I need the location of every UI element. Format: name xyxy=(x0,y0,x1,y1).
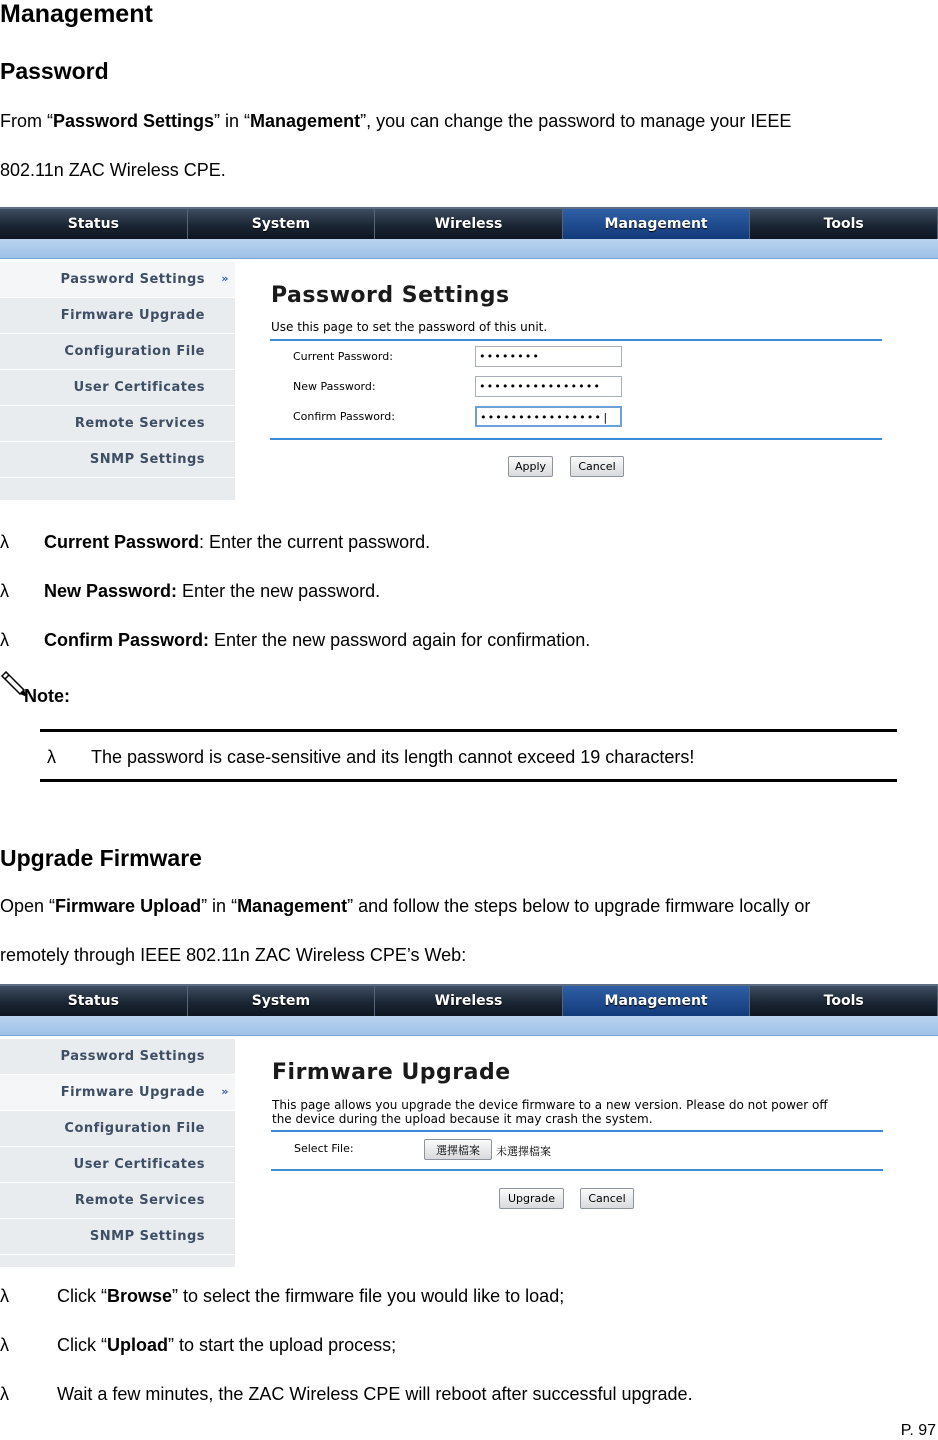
sidebar-item-snmp-settings[interactable] xyxy=(0,442,235,478)
sidebar-item-label: Firmware Upgrade xyxy=(60,1085,205,1100)
firmware-intro-line1 xyxy=(0,882,938,930)
confirm-password-label: Confirm Password: xyxy=(293,410,395,423)
tab-management[interactable]: Management xyxy=(563,986,751,1016)
confirm-password-input[interactable]: ••••••••••••••••| xyxy=(475,406,622,427)
text: : Enter the current password. xyxy=(199,532,431,552)
sidebar-item-label: User Certificates xyxy=(73,380,205,395)
bold-text: Firmware Upload xyxy=(55,896,202,916)
firmware-intro-line2: remotely through IEEE 802.11n ZAC Wireless CPE’s Web: xyxy=(0,945,467,965)
bullet-symbol: λ xyxy=(0,630,9,650)
text: ” in “ xyxy=(201,896,238,916)
text: Enter the new password. xyxy=(177,581,381,601)
bold-text: Management xyxy=(250,111,361,131)
tab-wireless[interactable]: Wireless xyxy=(375,986,563,1016)
divider xyxy=(270,438,882,440)
select-file-label: Select File: xyxy=(294,1142,354,1155)
sidebar-item-label: Configuration File xyxy=(64,1121,205,1136)
sidebar-item-label: Password Settings xyxy=(60,272,205,287)
sub-bar xyxy=(0,1016,938,1036)
sidebar-item-password-settings[interactable] xyxy=(0,1039,235,1075)
panel-description-line1: This page allows you upgrade the device firmware to a new version. Please do not power off xyxy=(272,1098,828,1112)
sub-bar xyxy=(0,239,938,259)
double-chevron-icon: » xyxy=(221,272,229,285)
text: ” and follow the steps below to upgrade firmware locally or xyxy=(347,896,811,916)
text: ” in “ xyxy=(214,111,251,131)
note-top-rule xyxy=(40,729,897,732)
sidebar-item-label: Configuration File xyxy=(64,344,205,359)
browse-button[interactable]: 選擇檔案 xyxy=(424,1139,492,1160)
nav-bar xyxy=(0,207,938,239)
bullet-confirm-password xyxy=(0,630,590,651)
bullet-symbol: λ xyxy=(0,1286,9,1306)
bullet-new-password xyxy=(0,581,380,602)
bold-text: Upload xyxy=(107,1335,168,1355)
text: Open “ xyxy=(0,896,56,916)
note-bullet-symbol: λ xyxy=(47,747,56,767)
sidebar-item-label: Firmware Upgrade xyxy=(60,308,205,323)
text: ”, you can change the password to manage your IEEE xyxy=(360,111,792,131)
panel-description: Use this page to set the password of this unit. xyxy=(271,320,548,334)
firmware-upgrade-screenshot xyxy=(0,984,938,1268)
password-intro-line2: 802.11n ZAC Wireless CPE. xyxy=(0,160,226,180)
bold-text: Password Settings xyxy=(53,111,215,131)
text: From “ xyxy=(0,111,53,131)
divider xyxy=(271,1169,883,1171)
sidebar-item-label: Remote Services xyxy=(74,1193,205,1208)
panel-description-line2: the device during the upload because it may crash the system. xyxy=(272,1112,653,1126)
subheading-upgrade-firmware: Upgrade Firmware xyxy=(0,845,202,871)
tab-status[interactable]: Status xyxy=(0,209,188,239)
note-label: Note: xyxy=(24,686,70,706)
text: ” to start the upload process; xyxy=(168,1335,397,1355)
tab-system[interactable]: System xyxy=(188,986,376,1016)
side-menu-spacer xyxy=(0,478,235,500)
bullet-symbol: λ xyxy=(0,1384,9,1404)
bold-text: Browse xyxy=(107,1286,173,1306)
bold-text: Management xyxy=(237,896,348,916)
sidebar-item-remote-services[interactable] xyxy=(0,1183,235,1219)
tab-status[interactable]: Status xyxy=(0,986,188,1016)
bold-text: Current Password xyxy=(44,532,200,552)
panel-title: Password Settings xyxy=(271,283,510,308)
no-file-selected-text: 未選擇檔案 xyxy=(496,1145,551,1158)
subheading-password: Password xyxy=(0,58,109,84)
sidebar-item-user-certificates[interactable] xyxy=(0,370,235,406)
sidebar-item-remote-services[interactable] xyxy=(0,406,235,442)
password-intro-line1 xyxy=(0,97,938,145)
sidebar-item-label: User Certificates xyxy=(73,1157,205,1172)
sidebar-item-firmware-upgrade[interactable] xyxy=(0,298,235,334)
page-number: P. 97 xyxy=(900,1422,936,1439)
bullet-current-password xyxy=(0,532,430,553)
tab-system[interactable]: System xyxy=(188,209,376,239)
double-chevron-icon: » xyxy=(221,1085,229,1098)
tab-tools[interactable]: Tools xyxy=(750,986,938,1016)
nav-bar xyxy=(0,984,938,1016)
current-password-label: Current Password: xyxy=(293,350,393,363)
section-heading-management: Management xyxy=(0,0,153,28)
text: Click “ xyxy=(57,1335,107,1355)
divider xyxy=(270,339,882,341)
note-text: The password is case-sensitive and its length cannot exceed 19 characters! xyxy=(91,747,695,767)
sidebar-item-label: SNMP Settings xyxy=(89,1229,205,1244)
bullet-symbol: λ xyxy=(0,532,9,552)
new-password-label: New Password: xyxy=(293,380,376,393)
text: Click “ xyxy=(57,1286,107,1306)
text: Enter the new password again for confirmation. xyxy=(209,630,591,650)
side-menu xyxy=(0,1039,235,1267)
sidebar-item-snmp-settings[interactable] xyxy=(0,1219,235,1255)
bold-text: Confirm Password: xyxy=(44,630,210,650)
divider xyxy=(271,1130,883,1132)
sidebar-item-label: SNMP Settings xyxy=(89,452,205,467)
bullet-wait xyxy=(0,1384,693,1405)
bullet-upload xyxy=(0,1335,396,1356)
tab-tools[interactable]: Tools xyxy=(750,209,938,239)
cancel-button[interactable]: Cancel xyxy=(580,1188,634,1209)
bold-text: New Password: xyxy=(44,581,178,601)
tab-management[interactable]: Management xyxy=(563,209,751,239)
sidebar-item-configuration-file[interactable] xyxy=(0,334,235,370)
note-bottom-rule xyxy=(40,779,897,782)
upgrade-button[interactable]: Upgrade xyxy=(499,1188,564,1209)
side-menu xyxy=(0,262,235,500)
tab-wireless[interactable]: Wireless xyxy=(375,209,563,239)
sidebar-item-firmware-upgrade[interactable] xyxy=(0,1075,235,1111)
sidebar-item-label: Remote Services xyxy=(74,416,205,431)
text: Wait a few minutes, the ZAC Wireless CPE will reboot after successful upgrade. xyxy=(57,1384,693,1404)
panel-title: Firmware Upgrade xyxy=(272,1060,511,1085)
bullet-browse xyxy=(0,1286,564,1307)
current-password-input[interactable]: •••••••• xyxy=(475,346,622,367)
sidebar-item-configuration-file[interactable] xyxy=(0,1111,235,1147)
side-menu-spacer xyxy=(0,1255,235,1267)
bullet-symbol: λ xyxy=(0,1335,9,1355)
bullet-symbol: λ xyxy=(0,581,9,601)
sidebar-item-user-certificates[interactable] xyxy=(0,1147,235,1183)
cancel-button[interactable]: Cancel xyxy=(570,456,624,477)
sidebar-item-password-settings[interactable] xyxy=(0,262,235,298)
text: ” to select the firmware file you would like to load; xyxy=(172,1286,565,1306)
sidebar-item-label: Password Settings xyxy=(60,1049,205,1064)
apply-button[interactable]: Apply xyxy=(508,456,553,477)
password-settings-screenshot xyxy=(0,207,938,503)
new-password-input[interactable]: •••••••••••••••• xyxy=(475,376,622,397)
